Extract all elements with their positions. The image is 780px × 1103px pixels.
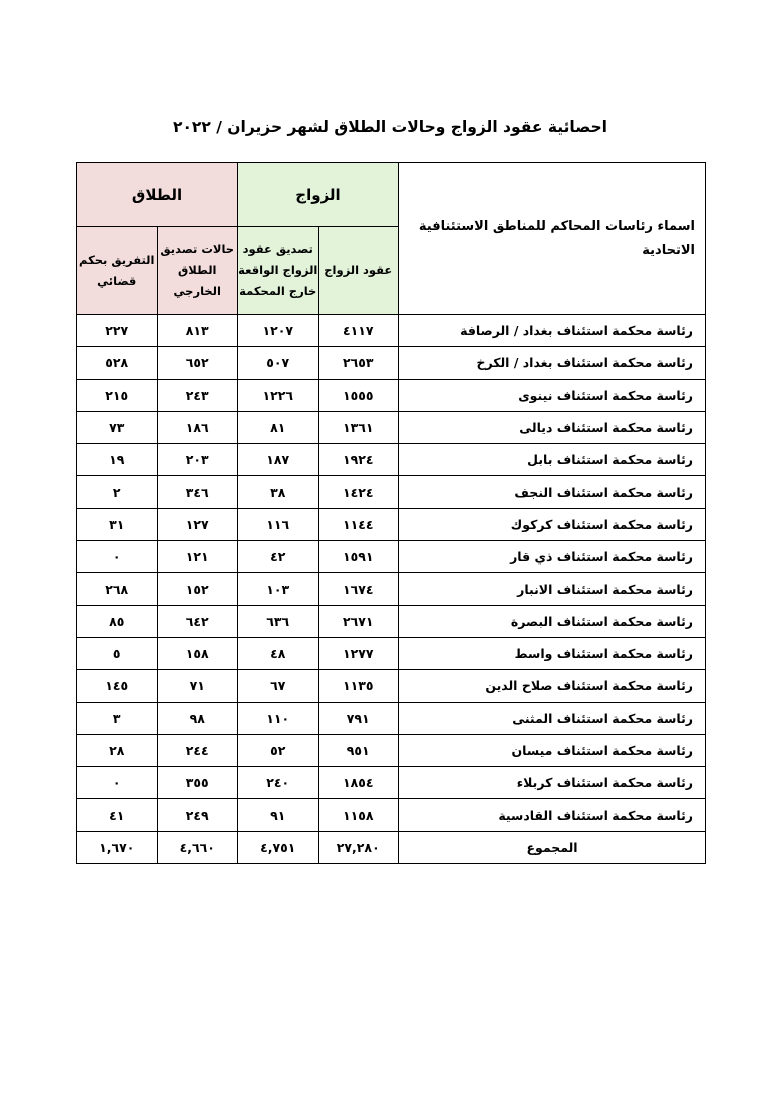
contracts-cell: ١٦٧٤ (318, 573, 399, 605)
region-cell: رئاسة محكمة استئناف ميسان (399, 734, 706, 766)
table-row (77, 476, 706, 508)
header-divorce: الطلاق (77, 163, 238, 227)
table-row (77, 767, 706, 799)
divorce-cell: ٩٨ (157, 702, 238, 734)
contracts-cell: ١٥٥٥ (318, 379, 399, 411)
contracts-cell: ١٩٢٤ (318, 444, 399, 476)
separation-cell: ٨٥ (77, 605, 158, 637)
divorce-cell: ٣٥٥ (157, 767, 238, 799)
table-row (77, 799, 706, 831)
table-body (77, 315, 706, 864)
table-row (77, 347, 706, 379)
separation-cell: ٧٣ (77, 411, 158, 443)
header-region: اسماء رئاسات المحاكم للمناطق الاستئنافية الاتحادية (399, 163, 706, 315)
contracts-cell: ١٨٥٤ (318, 767, 399, 799)
external-cell: ١٢٠٧ (238, 315, 319, 347)
separation-cell: ٢٦٨ (77, 573, 158, 605)
contracts-cell: ١٤٢٤ (318, 476, 399, 508)
page-title: احصائية عقود الزواج وحالات الطلاق لشهر حزيران / ٢٠٢٢ (173, 118, 607, 136)
separation-cell: ٣١ (77, 508, 158, 540)
total-contracts: ٢٧,٢٨٠ (318, 831, 399, 863)
table-row (77, 605, 706, 637)
separation-cell: ٢٢٧ (77, 315, 158, 347)
divorce-cell: ١٥٨ (157, 637, 238, 669)
statistics-table (76, 162, 706, 864)
table-row (77, 573, 706, 605)
table-row (77, 379, 706, 411)
region-cell: رئاسة محكمة استئناف ديالى (399, 411, 706, 443)
divorce-cell: ١٨٦ (157, 411, 238, 443)
contracts-cell: ٢٦٥٣ (318, 347, 399, 379)
table-row (77, 508, 706, 540)
table-row (77, 444, 706, 476)
region-cell: رئاسة محكمة استئناف بغداد / الرصافة (399, 315, 706, 347)
divorce-cell: ١٢١ (157, 541, 238, 573)
external-cell: ١١٠ (238, 702, 319, 734)
table-row (77, 411, 706, 443)
external-cell: ٦٧ (238, 670, 319, 702)
total-separation: ١,٦٧٠ (77, 831, 158, 863)
contracts-cell: ١٥٩١ (318, 541, 399, 573)
separation-cell: ٠ (77, 767, 158, 799)
subheader-marriage-contracts: عقود الزواج (318, 227, 399, 315)
separation-cell: ٥٢٨ (77, 347, 158, 379)
external-cell: ٢٤٠ (238, 767, 319, 799)
divorce-cell: ١٥٢ (157, 573, 238, 605)
contracts-cell: ٢٦٧١ (318, 605, 399, 637)
table-row (77, 734, 706, 766)
separation-cell: ٢١٥ (77, 379, 158, 411)
divorce-cell: ٣٤٦ (157, 476, 238, 508)
separation-cell: ٠ (77, 541, 158, 573)
divorce-cell: ١٢٧ (157, 508, 238, 540)
separation-cell: ٥ (77, 637, 158, 669)
region-cell: رئاسة محكمة استئناف نينوى (399, 379, 706, 411)
external-cell: ٩١ (238, 799, 319, 831)
external-cell: ٥٠٧ (238, 347, 319, 379)
contracts-cell: ١١٥٨ (318, 799, 399, 831)
table-row (77, 702, 706, 734)
divorce-cell: ٢٠٣ (157, 444, 238, 476)
subheader-judicial-separation: التفريق بحكم قضائي (77, 227, 158, 315)
subheader-marriage-external: تصديق عقود الزواج الواقعة خارج المحكمة (238, 227, 319, 315)
external-cell: ١٨٧ (238, 444, 319, 476)
contracts-cell: ١٢٧٧ (318, 637, 399, 669)
external-cell: ٤٢ (238, 541, 319, 573)
region-cell: رئاسة محكمة استئناف كركوك (399, 508, 706, 540)
header-marriage: الزواج (238, 163, 399, 227)
external-cell: ٨١ (238, 411, 319, 443)
total-external: ٤,٧٥١ (238, 831, 319, 863)
divorce-cell: ٧١ (157, 670, 238, 702)
total-label: المجموع (399, 831, 706, 863)
region-cell: رئاسة محكمة استئناف البصرة (399, 605, 706, 637)
region-cell: رئاسة محكمة استئناف واسط (399, 637, 706, 669)
region-cell: رئاسة محكمة استئناف بابل (399, 444, 706, 476)
region-cell: رئاسة محكمة استئناف صلاح الدين (399, 670, 706, 702)
region-cell: رئاسة محكمة استئناف القادسية (399, 799, 706, 831)
table-row (77, 541, 706, 573)
external-cell: ١١٦ (238, 508, 319, 540)
region-cell: رئاسة محكمة استئناف كربلاء (399, 767, 706, 799)
external-cell: ٥٢ (238, 734, 319, 766)
separation-cell: ١٤٥ (77, 670, 158, 702)
region-cell: رئاسة محكمة استئناف المثنى (399, 702, 706, 734)
divorce-cell: ٨١٣ (157, 315, 238, 347)
region-cell: رئاسة محكمة استئناف بغداد / الكرخ (399, 347, 706, 379)
external-cell: ٤٨ (238, 637, 319, 669)
contracts-cell: ١٣٦١ (318, 411, 399, 443)
divorce-cell: ٢٤٤ (157, 734, 238, 766)
contracts-cell: ٩٥١ (318, 734, 399, 766)
table-row (77, 637, 706, 669)
separation-cell: ٣ (77, 702, 158, 734)
contracts-cell: ٧٩١ (318, 702, 399, 734)
region-cell: رئاسة محكمة استئناف الانبار (399, 573, 706, 605)
divorce-cell: ٢٤٩ (157, 799, 238, 831)
region-cell: رئاسة محكمة استئناف ذي قار (399, 541, 706, 573)
external-cell: ٦٣٦ (238, 605, 319, 637)
total-row (77, 831, 706, 863)
separation-cell: ٢ (77, 476, 158, 508)
separation-cell: ٤١ (77, 799, 158, 831)
table-row (77, 315, 706, 347)
region-cell: رئاسة محكمة استئناف النجف (399, 476, 706, 508)
external-cell: ١٢٢٦ (238, 379, 319, 411)
subheader-divorce-external: حالات تصديق الطلاق الخارجي (157, 227, 238, 315)
separation-cell: ١٩ (77, 444, 158, 476)
divorce-cell: ٦٥٢ (157, 347, 238, 379)
contracts-cell: ١١٤٤ (318, 508, 399, 540)
external-cell: ١٠٣ (238, 573, 319, 605)
external-cell: ٣٨ (238, 476, 319, 508)
contracts-cell: ١١٣٥ (318, 670, 399, 702)
total-divorce: ٤,٦٦٠ (157, 831, 238, 863)
contracts-cell: ٤١١٧ (318, 315, 399, 347)
divorce-cell: ٦٤٢ (157, 605, 238, 637)
separation-cell: ٢٨ (77, 734, 158, 766)
table-row (77, 670, 706, 702)
divorce-cell: ٢٤٣ (157, 379, 238, 411)
